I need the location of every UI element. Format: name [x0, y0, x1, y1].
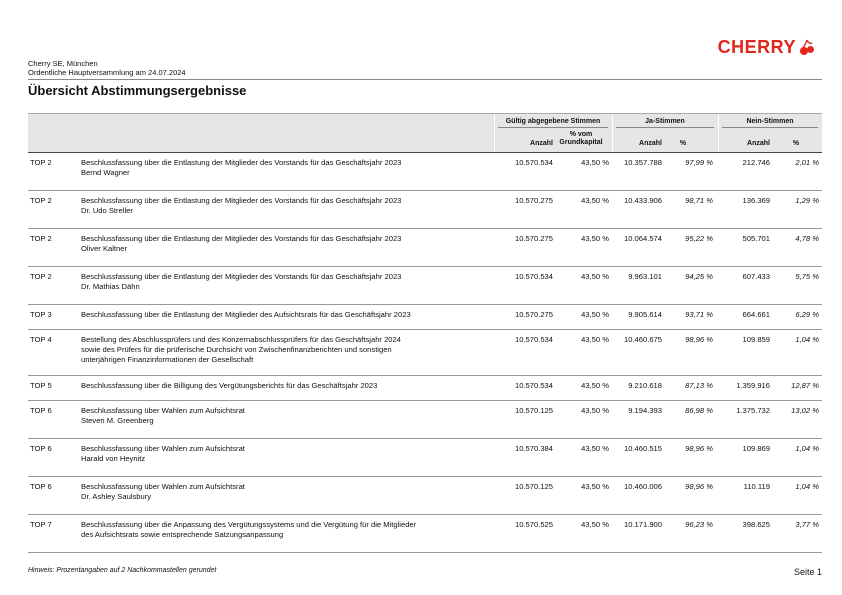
logo-text: CHERRY	[717, 37, 796, 57]
description-line: Beschlussfassung über die Anpassung des Vergütungssystems und die Vergütung für die Mitglieder	[81, 520, 417, 529]
resolution-description	[81, 158, 491, 178]
header-capital-line1: % vom	[569, 131, 593, 138]
cell-yes-pct: 95,22 %	[685, 234, 713, 243]
cell-valid-votes: 10.570.384	[514, 444, 553, 453]
agenda-item: TOP 2	[30, 234, 52, 243]
cell-no-pct: 12,87 %	[791, 381, 819, 390]
cell-no-pct: 6,29 %	[795, 310, 819, 319]
header-no-count: Anzahl	[747, 140, 770, 147]
resolution-description	[81, 272, 491, 292]
cell-yes-pct: 98,71 %	[685, 196, 713, 205]
table-row	[28, 401, 822, 439]
cell-no-votes: 110.119	[743, 482, 770, 491]
cell-valid-votes: 10.570.534	[514, 272, 553, 281]
cell-capital-pct: 43,50 %	[581, 196, 609, 205]
cell-yes-votes: 9.194.393	[628, 406, 662, 415]
cell-capital-pct: 43,50 %	[581, 234, 609, 243]
cell-valid-votes: 10.570.275	[514, 196, 553, 205]
header-yes-count: Anzahl	[639, 140, 662, 147]
cell-yes-pct: 94,25 %	[685, 272, 713, 281]
cell-yes-pct: 96,23 %	[685, 520, 713, 529]
description-line: Beschlussfassung über die Entlastung der Mitglieder des Vorstands für das Geschäftsjahr 2023	[81, 234, 402, 243]
cell-no-pct: 13,02 %	[791, 406, 819, 415]
table-header	[28, 113, 822, 153]
table-row	[28, 376, 822, 401]
header-valid-count: Anzahl	[530, 140, 553, 147]
cell-no-pct: 4,78 %	[795, 234, 819, 243]
description-line: Dr. Udo Streller	[81, 206, 133, 215]
table-row	[28, 515, 822, 553]
cell-capital-pct: 43,50 %	[581, 520, 609, 529]
resolution-description	[81, 335, 491, 365]
cell-capital-pct: 43,50 %	[581, 406, 609, 415]
cell-no-votes: 1.375.732	[736, 406, 770, 415]
agenda-item: TOP 4	[30, 335, 52, 344]
description-line: Bernd Wagner	[81, 168, 130, 177]
table-row	[28, 477, 822, 515]
cell-yes-votes: 10.460.675	[623, 335, 662, 344]
cell-yes-pct: 98,96 %	[685, 335, 713, 344]
description-line: unterjährigen Finanzinformationen der Gesellschaft	[81, 355, 254, 364]
cell-yes-pct: 86,98 %	[685, 406, 713, 415]
cell-no-votes: 109.859	[742, 335, 770, 344]
company-info	[28, 59, 186, 77]
cell-yes-pct: 97,99 %	[685, 158, 713, 167]
resolution-description	[81, 444, 491, 464]
header-yes-pct: %	[679, 140, 687, 147]
cell-no-votes: 1.359.916	[736, 381, 770, 390]
cell-yes-votes: 10.460.006	[623, 482, 662, 491]
agenda-item: TOP 6	[30, 406, 52, 415]
resolution-description	[81, 520, 491, 540]
table-row	[28, 153, 822, 191]
page-number: Seite 1	[793, 567, 822, 577]
results-table	[28, 113, 822, 553]
description-line: Bestellung des Abschlussprüfers und des Konzernabschlussprüfers für das Geschäftsjahr 2024	[81, 335, 401, 344]
resolution-description	[81, 482, 491, 502]
cell-valid-votes: 10.570.534	[514, 381, 553, 390]
resolution-description	[81, 381, 491, 391]
table-row	[28, 191, 822, 229]
cell-capital-pct: 43,50 %	[581, 444, 609, 453]
description-line: Beschlussfassung über die Entlastung der Mitglieder des Vorstands für das Geschäftsjahr 2023	[81, 158, 402, 167]
cell-capital-pct: 43,50 %	[581, 310, 609, 319]
header-yes-votes: Ja-Stimmen	[645, 118, 685, 125]
description-line: Beschlussfassung über Wahlen zum Aufsichtsrat	[81, 444, 245, 453]
description-line: Beschlussfassung über Wahlen zum Aufsichtsrat	[81, 406, 245, 415]
agenda-item: TOP 2	[30, 158, 52, 167]
description-line: Beschlussfassung über die Entlastung der Mitglieder des Vorstands für das Geschäftsjahr 2023	[81, 272, 402, 281]
company-name: Cherry SE, München	[28, 59, 98, 68]
description-line: des Aufsichtsrats sowie entsprechende Satzungsanpassung	[81, 530, 284, 539]
table-row	[28, 267, 822, 305]
cell-yes-pct: 98,96 %	[685, 444, 713, 453]
cell-capital-pct: 43,50 %	[581, 335, 609, 344]
cell-yes-pct: 87,13 %	[685, 381, 713, 390]
cell-no-votes: 212.746	[742, 158, 770, 167]
cell-no-votes: 109.869	[742, 444, 770, 453]
table-row	[28, 439, 822, 477]
cell-yes-votes: 9.905.614	[628, 310, 662, 319]
resolution-description	[81, 310, 491, 320]
agenda-item: TOP 6	[30, 444, 52, 453]
cell-no-votes: 398.625	[742, 520, 770, 529]
cell-yes-votes: 9.963.101	[628, 272, 662, 281]
agenda-item: TOP 3	[30, 310, 52, 319]
cell-yes-pct: 98,96 %	[685, 482, 713, 491]
cell-yes-votes: 10.460.515	[623, 444, 662, 453]
agenda-item: TOP 2	[30, 272, 52, 281]
header-no-pct: %	[792, 140, 800, 147]
cell-yes-votes: 9.210.618	[628, 381, 662, 390]
cell-no-votes: 505.701	[742, 234, 770, 243]
cell-valid-votes: 10.570.534	[514, 335, 553, 344]
cell-yes-votes: 10.433.906	[623, 196, 662, 205]
cell-no-pct: 3,77 %	[795, 520, 819, 529]
description-line: Steven M. Greenberg	[81, 416, 154, 425]
description-line: Beschlussfassung über Wahlen zum Aufsichtsrat	[81, 482, 245, 491]
resolution-description	[81, 234, 491, 254]
cell-no-votes: 664.661	[742, 310, 770, 319]
description-line: Oliver Kaltner	[81, 244, 128, 253]
cell-yes-votes: 10.171.900	[623, 520, 662, 529]
description-line: Harald von Heynitz	[81, 454, 146, 463]
cell-valid-votes: 10.570.125	[514, 406, 553, 415]
cell-no-votes: 607.433	[742, 272, 770, 281]
cherry-logo	[718, 37, 815, 58]
cell-capital-pct: 43,50 %	[581, 482, 609, 491]
cell-yes-votes: 10.064.574	[623, 234, 662, 243]
cell-capital-pct: 43,50 %	[581, 381, 609, 390]
agenda-item: TOP 2	[30, 196, 52, 205]
cell-valid-votes: 10.570.525	[514, 520, 553, 529]
agenda-item: TOP 5	[30, 381, 52, 390]
table-row	[28, 330, 822, 376]
description-line: Beschlussfassung über die Entlastung der Mitglieder des Aufsichtsrats für das Geschäftsjahr 2023	[81, 310, 411, 319]
agenda-item: TOP 7	[30, 520, 52, 529]
table-row	[28, 229, 822, 267]
cell-yes-votes: 10.357.788	[623, 158, 662, 167]
agenda-item: TOP 6	[30, 482, 52, 491]
table-row	[28, 305, 822, 330]
cell-capital-pct: 43,50 %	[581, 272, 609, 281]
resolution-description	[81, 196, 491, 216]
resolution-description	[81, 406, 491, 426]
description-line: Beschlussfassung über die Billigung des Vergütungsberichts für das Geschäftsjahr 2023	[81, 381, 378, 390]
header-no-votes: Nein-Stimmen	[746, 118, 794, 125]
cell-capital-pct: 43,50 %	[581, 158, 609, 167]
page-title: Übersicht Abstimmungsergebnisse	[28, 83, 247, 98]
cell-valid-votes: 10.570.275	[514, 310, 553, 319]
header-capital-line2: Grundkapital	[559, 139, 603, 146]
cell-valid-votes: 10.570.534	[514, 158, 553, 167]
cell-no-pct: 1,04 %	[795, 482, 819, 491]
description-line: Dr. Mathias Dähn	[81, 282, 140, 291]
cell-no-pct: 5,75 %	[795, 272, 819, 281]
description-line: Beschlussfassung über die Entlastung der Mitglieder des Vorstands für das Geschäftsjahr 2023	[81, 196, 402, 205]
cell-valid-votes: 10.570.125	[514, 482, 553, 491]
cherry-icon	[799, 39, 815, 57]
cell-no-pct: 2,01 %	[795, 158, 819, 167]
cell-valid-votes: 10.570.275	[514, 234, 553, 243]
cell-no-pct: 1,04 %	[795, 444, 819, 453]
table-body	[28, 153, 822, 553]
rounding-note: Hinweis: Prozentangaben auf 2 Nachkommastellen gerundet	[28, 567, 217, 574]
cell-no-pct: 1,04 %	[795, 335, 819, 344]
header-valid-votes: Gültig abgegebene Stimmen	[505, 118, 601, 125]
header-divider	[28, 79, 822, 80]
cell-yes-pct: 93,71 %	[685, 310, 713, 319]
description-line: Dr. Ashley Saulsbury	[81, 492, 152, 501]
meeting-date: Ordentliche Hauptversammlung am 24.07.2024	[28, 68, 186, 77]
description-line: sowie des Prüfers für die prüferische Durchsicht von Zwischenfinanzberichten und sonstigen	[81, 345, 392, 354]
cell-no-votes: 136.369	[742, 196, 770, 205]
cell-no-pct: 1,29 %	[795, 196, 819, 205]
